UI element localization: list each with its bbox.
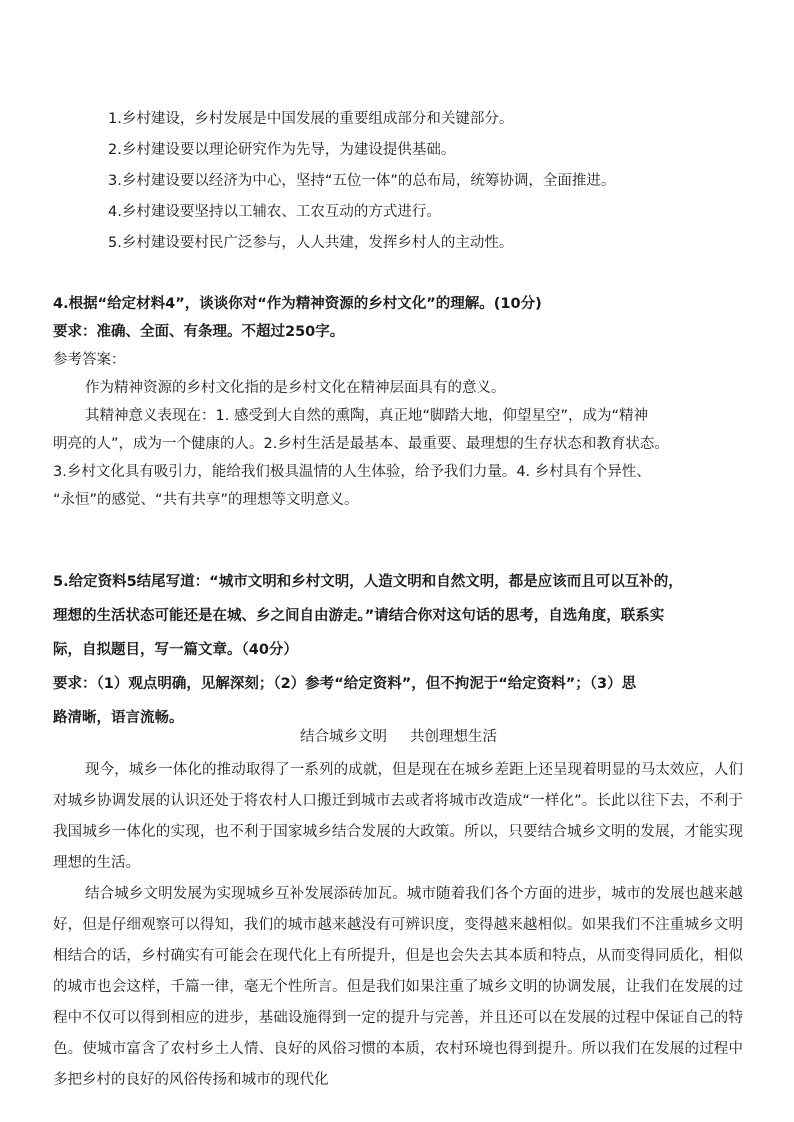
list-item: 2.乡村建设要以理论研究作为先导，为建设提供基础。 xyxy=(108,142,456,158)
answer-line: 3.乡村文化具有吸引力，能给我们极具温情的人生体验，给予我们力量。4. 乡村具有个异性、 xyxy=(53,464,651,480)
list-item: 1.乡村建设，乡村发展是中国发展的重要组成部分和关键部分。 xyxy=(108,111,514,127)
essay-paragraph: 结合城乡文明发展为实现城乡互补发展添砖加瓦。城市随着我们各个方面的进步，城市的发展也越来越好，但是仔细观察可以得知，我们的城市越来越没有可辨识度，变得越来越相似。如果我们不注重城乡文明相结合的话，乡村确实有可能会在现代化上有所提升，但是也会失去其本质和特点，从而变得同质化，相似的城市也会这样，千篇一律，毫无个性所言。但是我们如果注重了城乡文明的协调发展，让我们在发展的过程中不仅可以得到相应的进步，基础设施得到一定的提升与完善，并且还可以在发展的过程中保证自己的特色。使城市富含了农村乡土人情、良好的风俗习惯的本质，农村环境也得到提升。所以我们在发展的过程中多把乡村的良好的风俗传扬和城市的现代化 xyxy=(53,886,743,1088)
essay-body xyxy=(53,755,743,1096)
question-5-requirement: 路清晰，语言流畅。 xyxy=(53,710,184,726)
question-4 xyxy=(53,290,743,514)
question-4-text: 4.根据“给定材料4”，谈谈你对“作为精神资源的乡村文化”的理解。(10分) xyxy=(53,296,542,312)
question-4-requirement: 要求：准确、全面、有条理。不超过250字。 xyxy=(53,324,345,340)
essay-title: 结合城乡文明 共创理想生活 xyxy=(300,729,498,745)
question-5-line: 5.给定资料5结尾写道：“城市文明和乡村文明，人造文明和自然文明，都是应该而且可以互补的， xyxy=(53,574,683,590)
question-5-requirement: 要求：（1）观点明确，见解深刻；（2）参考“给定资料”，但不拘泥于“给定资料”；（3）思 xyxy=(53,676,637,692)
essay-paragraph: 现今，城乡一体化的推动取得了一系列的成就，但是现在在城乡差距上还呈现着明显的马太效应，人们对城乡协调发展的认识还处于将农村人口搬迁到城市去或者将城市改造成“一样化”。长此以往下去，不利于我国城乡一体化的实现，也不利于国家城乡结合发展的大政策。所以，只要结合城乡文明的发展，才能实现理想的生活。 xyxy=(53,762,743,871)
question-5-line: 际，自拟题目，写一篇文章。（40分） xyxy=(53,642,298,658)
point-list xyxy=(108,104,615,259)
answer-line: 其精神意义表现在：1. 感受到大自然的熏陶，真正地“脚踏大地，仰望星空”，成为“精神 xyxy=(85,408,648,424)
list-item: 3.乡村建设要以经济为中心，坚持“五位一体”的总布局，统筹协调，全面推进。 xyxy=(108,173,616,189)
reference-answer-label: 参考答案： xyxy=(53,352,126,368)
list-item: 5.乡村建设要村民广泛参与，人人共建，发挥乡村人的主动性。 xyxy=(108,235,514,251)
question-5 xyxy=(53,565,743,735)
answer-line: 作为精神资源的乡村文化指的是乡村文化在精神层面具有的意义。 xyxy=(85,380,506,396)
answer-line: 明亮的人”，成为一个健康的人。2.乡村生活是最基本、最重要、最理想的生存状态和教育状态。 xyxy=(53,436,669,452)
list-item: 4.乡村建设要坚持以工辅农、工农互动的方式进行。 xyxy=(108,204,441,220)
question-5-line: 理想的生活状态可能还是在城、乡之间自由游走。”请结合你对这句话的思考，自选角度，联系实 xyxy=(53,608,665,624)
answer-line: “永恒”的感觉、“共有共享”的理想等文明意义。 xyxy=(53,492,359,508)
